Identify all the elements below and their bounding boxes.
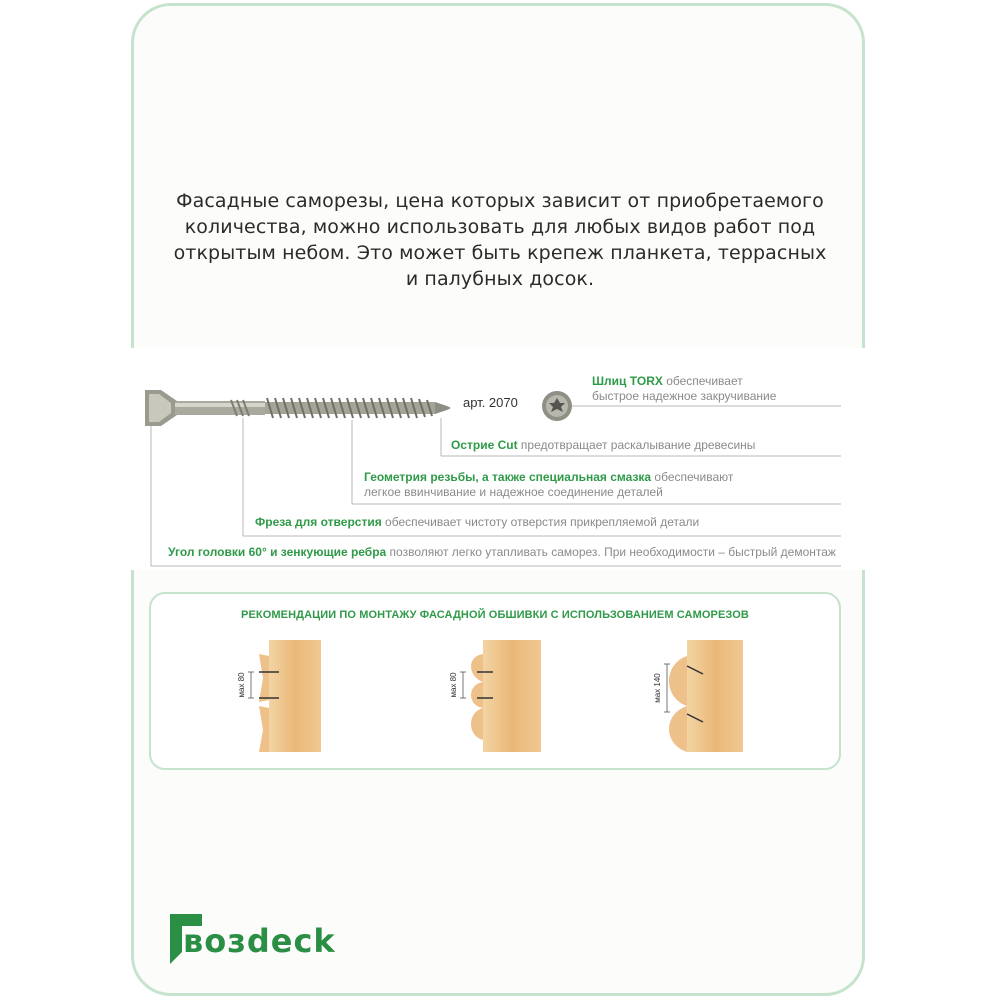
intro-line: и палубных досок. [405, 268, 595, 290]
feature-thread [364, 470, 733, 484]
feature-title: Геометрия резьбы, а также специальная смазка [364, 470, 652, 484]
feature-torx-line2: быстрое надежное закручивание [592, 389, 777, 403]
installation-diagrams [151, 594, 843, 772]
feature-text: обеспечивает [662, 374, 743, 388]
intro-line: количества, можно использовать для любых видов работ под [184, 216, 816, 238]
panel-label: мах 140 [653, 673, 662, 703]
article-number: арт. 2070 [463, 395, 518, 410]
brand-name: возdeck [183, 922, 336, 960]
feature-title: Острие Cut [451, 438, 518, 452]
panel-3-diagram [653, 640, 743, 752]
screw-diagram [131, 348, 868, 570]
feature-text: предотвращает раскалывание древесины [517, 438, 756, 452]
recommendations-box [149, 592, 841, 770]
feature-text: обеспечивает чистоту отверстия прикрепляемой детали [381, 515, 700, 529]
feature-head [168, 545, 836, 559]
panel-label: мах 80 [449, 672, 458, 698]
intro-line: Фасадные саморезы, цена которых зависит от приобретаемого [176, 190, 824, 212]
feature-title: Шлиц TORX [592, 374, 663, 388]
feature-cutter [255, 515, 699, 529]
feature-title: Фреза для отверстия [255, 515, 382, 529]
intro-line: открытым небом. Это может быть крепеж планкета, террасных [173, 242, 827, 264]
recommendations-title: РЕКОМЕНДАЦИИ ПО МОНТАЖУ ФАСАДНОЙ ОБШИВКИ С ИСПОЛЬЗОВАНИЕМ САМОРЕЗОВ [241, 609, 749, 621]
feature-torx [592, 374, 743, 388]
panel-2-diagram [449, 640, 541, 752]
panel-1-diagram [237, 640, 321, 752]
feature-cut [451, 438, 755, 452]
feature-text: позволяют легко утапливать саморез. При необходимости – быстрый демонтаж [386, 545, 836, 559]
feature-thread-line2: легкое ввинчивание и надежное соединение деталей [364, 485, 663, 499]
intro-paragraph [140, 188, 860, 292]
feature-text: обеспечивают [651, 470, 734, 484]
panel-label: мах 80 [237, 672, 246, 698]
feature-title: Угол головки 60° и зенкующие ребра [168, 545, 387, 559]
screw-illustration [131, 348, 868, 570]
